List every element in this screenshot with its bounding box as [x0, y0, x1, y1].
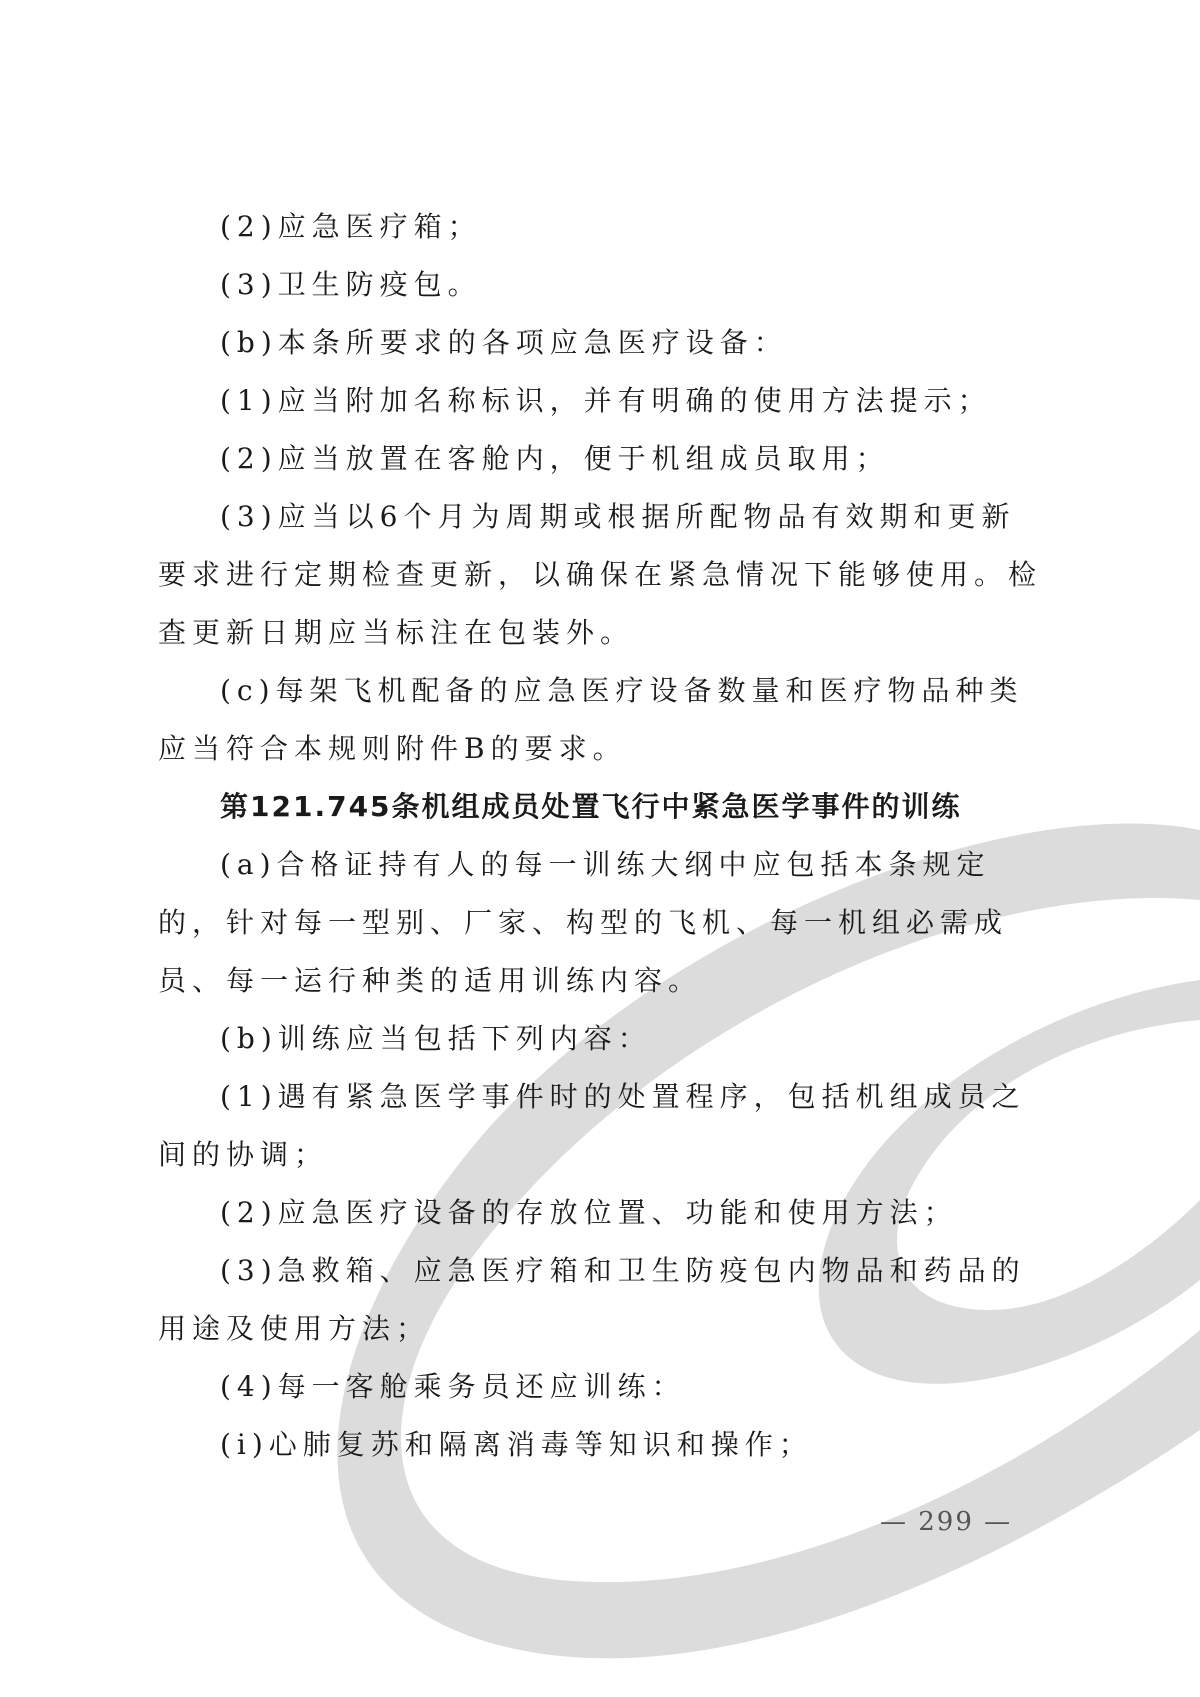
paragraph: (2)应急医疗设备的存放位置、功能和使用方法； — [220, 1196, 958, 1229]
paragraph: (2)应急医疗箱； — [220, 210, 482, 243]
paragraph: (b)训练应当包括下列内容： — [220, 1022, 652, 1055]
paragraph: (1)遇有紧急医学事件时的处置程序，包括机组成员之间的协调； — [158, 1080, 1026, 1171]
paragraph: (3)应当以6个月为周期或根据所配物品有效期和更新要求进行定期检查更新，以确保在紧急情况下能够使用。检查更新日期应当标注在包装外。 — [158, 500, 1043, 649]
document-body — [158, 198, 1043, 1474]
section-heading: 第121.745条机组成员处置飞行中紧急医学事件的训练 — [220, 790, 962, 823]
page-number: — 299 — — [880, 1507, 1013, 1537]
paragraph: (a)合格证持有人的每一训练大纲中应包括本条规定的，针对每一型别、厂家、构型的飞机、每一机组必需成员、每一运行种类的适用训练内容。 — [158, 848, 1009, 997]
paragraph: (1)应当附加名称标识，并有明确的使用方法提示； — [220, 384, 992, 417]
paragraph: (3)急救箱、应急医疗箱和卫生防疫包内物品和药品的用途及使用方法； — [158, 1254, 1026, 1345]
paragraph: (b)本条所要求的各项应急医疗设备： — [220, 326, 788, 359]
paragraph: (2)应当放置在客舱内，便于机组成员取用； — [220, 442, 890, 475]
paragraph: (c)每架飞机配备的应急医疗设备数量和医疗物品种类应当符合本规则附件B的要求。 — [158, 674, 1024, 765]
paragraph: (4)每一客舱乘务员还应训练： — [220, 1370, 686, 1403]
paragraph: (3)卫生防疫包。 — [220, 268, 482, 301]
paragraph: (ⅰ)心肺复苏和隔离消毒等知识和操作； — [220, 1428, 813, 1461]
